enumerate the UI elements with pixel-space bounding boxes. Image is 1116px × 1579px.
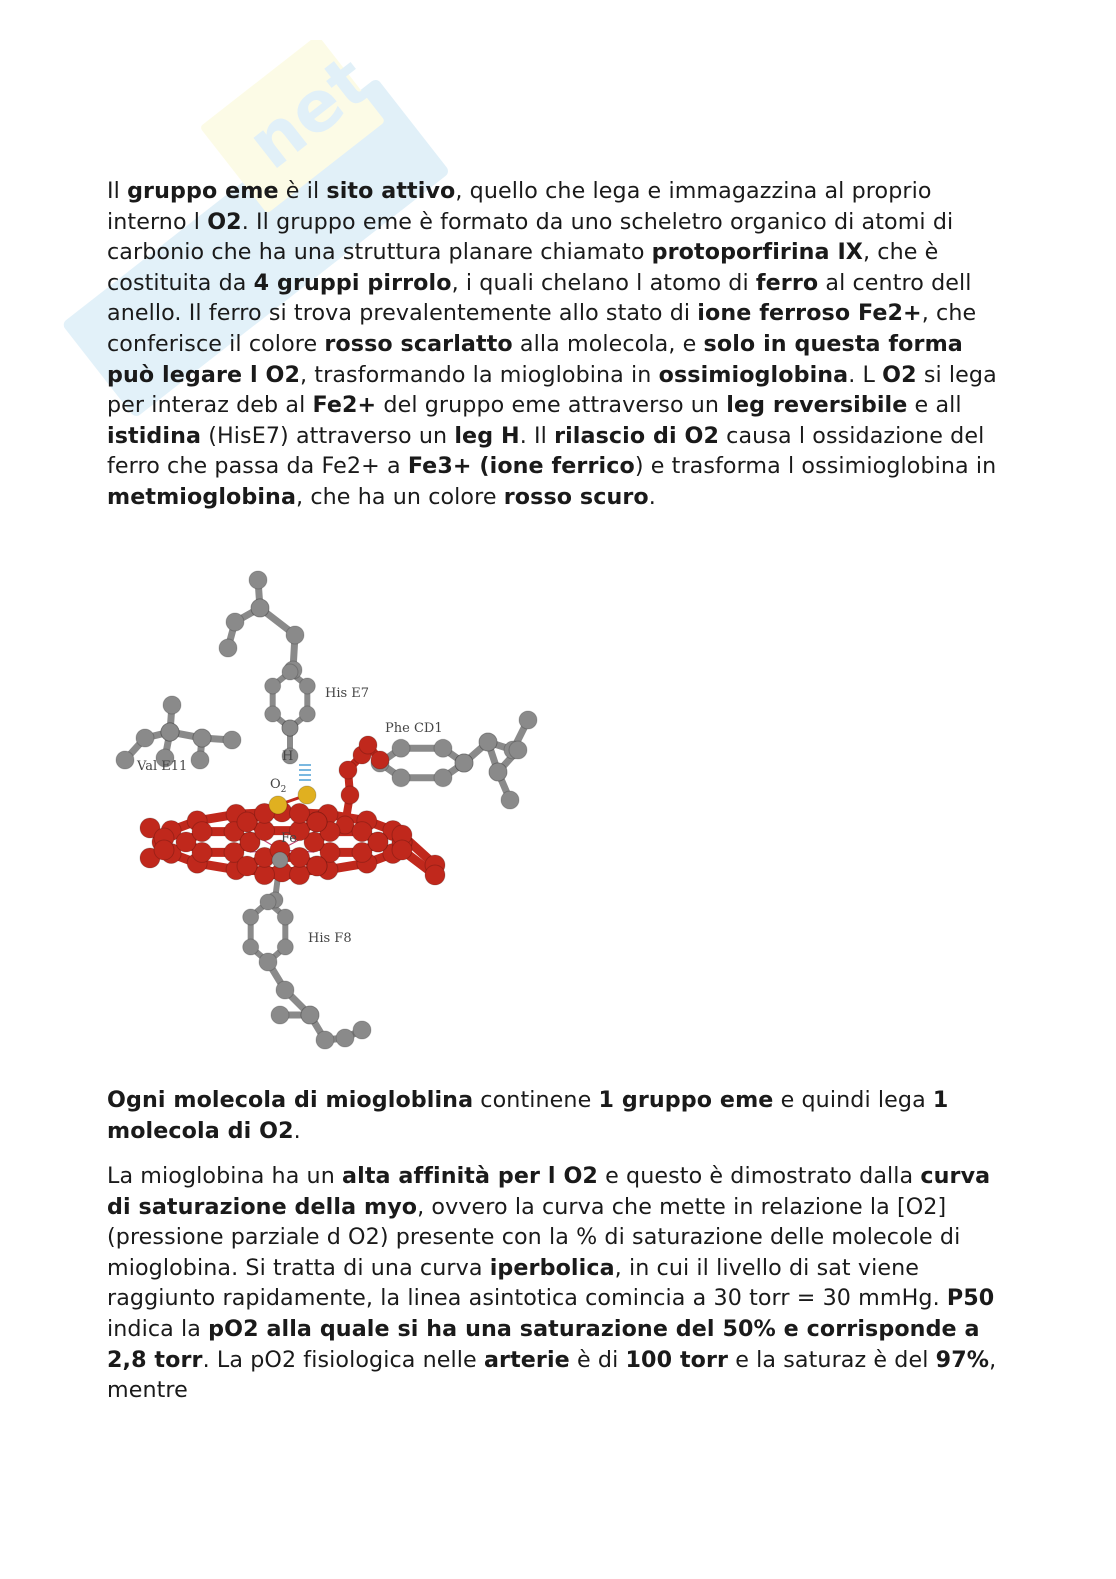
bold-term: 97% — [935, 1346, 990, 1373]
bold-term: gruppo eme — [127, 178, 279, 204]
text-run: e la saturaz è del — [728, 1346, 936, 1373]
text-run: Il — [107, 178, 128, 204]
carbon-atom — [519, 711, 537, 729]
carbon-atom — [301, 1006, 319, 1024]
carbon-atom — [509, 741, 527, 759]
heme-atom — [237, 856, 257, 876]
carbon-atom — [223, 731, 241, 749]
text-run: ) e trasforma l ossimioglobina in — [634, 453, 997, 480]
bold-term: O2 — [882, 361, 917, 388]
carbon-atom — [251, 599, 269, 617]
text-run: , che è costituita da — [107, 239, 939, 296]
text-run: (HisE7) attraverso un — [201, 422, 455, 449]
text-run: e questo è dimostrato dalla — [597, 1163, 921, 1189]
text-run: si lega per interaz deb al — [107, 361, 997, 419]
bold-term: arterie — [483, 1346, 570, 1373]
carbon-atom — [271, 1006, 289, 1024]
text-run: e all — [907, 392, 962, 419]
carbon-atom — [277, 909, 293, 925]
heme-atom — [425, 865, 445, 885]
text-run: al centro dell anello. Il ferro si trova prevalentemente allo stato di — [107, 269, 972, 327]
paragraph-saturation-curve — [107, 1161, 1007, 1406]
label-his-e7: His E7 — [325, 686, 370, 701]
bold-term: sito attivo — [326, 178, 456, 204]
carbon-atom — [392, 739, 410, 757]
bold-term: leg H — [454, 422, 520, 449]
bold-term: leg reversibile — [726, 392, 908, 419]
label-phe-cd1: Phe CD1 — [385, 721, 443, 736]
text-run: , ovvero la curva che mette in relazione la [O2] (pressione parziale d O2) presente con la % di saturazione delle molecole di mioglobina. Si tratta di una curva — [107, 1193, 961, 1281]
carbon-atom — [259, 953, 277, 971]
heme-atom — [154, 840, 174, 860]
bold-term: 100 torr — [625, 1346, 729, 1373]
heme-atom — [290, 803, 310, 823]
carbon-atom — [316, 1031, 334, 1049]
heme-atom — [290, 847, 310, 867]
carbon-atom — [282, 720, 298, 736]
text-run: , trasformando la mioglobina in — [300, 361, 659, 388]
text-run: . — [293, 1117, 301, 1144]
label-his-f8: His F8 — [308, 931, 352, 946]
carbon-atom — [272, 852, 288, 868]
text-run: , quello che lega e immagazzina al proprio interno l — [107, 178, 932, 235]
bold-term: O2 — [207, 208, 242, 235]
bold-term: 4 gruppi pirrolo — [253, 269, 452, 296]
bold-term: ione ferroso Fe2+ — [697, 300, 922, 327]
carbon-atom — [455, 754, 473, 772]
carbon-atom — [299, 706, 315, 722]
carbon-atom — [243, 909, 259, 925]
heme-atom — [368, 832, 388, 852]
text-run: è il — [278, 178, 327, 204]
text-run: del gruppo eme attraverso un — [376, 392, 727, 419]
paragraph-myoglobin-molecule — [107, 1085, 1007, 1146]
oxygen-atom — [298, 786, 316, 804]
label-fe: Fe — [281, 831, 298, 846]
bold-term: ossimioglobina — [658, 361, 849, 388]
bold-term: rosso scarlatto — [324, 330, 513, 357]
label-o2-main: O — [270, 777, 281, 792]
bold-term: ferro — [755, 269, 819, 296]
carbon-atom — [276, 981, 294, 999]
text-run: alla molecola, e — [512, 330, 704, 357]
heme-atom — [359, 736, 377, 754]
carbon-atom — [277, 939, 293, 955]
text-run: . La pO2 fisiologica nelle — [202, 1346, 484, 1373]
heme-atom — [371, 751, 389, 769]
carbon-atom — [193, 729, 211, 747]
bold-term: pO2 alla quale si ha una saturazione del 50% e corrisponde a 2,8 torr — [107, 1315, 980, 1373]
bold-term: iperbolica — [489, 1254, 615, 1281]
watermark-text: net — [232, 40, 386, 186]
text-run: causa l ossidazione del ferro che passa da Fe2+ a — [107, 422, 985, 480]
text-run: , mentre — [107, 1346, 997, 1404]
paragraph-heme-description — [107, 176, 1007, 513]
bold-term: istidina — [107, 422, 202, 449]
carbon-atom — [501, 791, 519, 809]
heme-atom — [192, 822, 212, 842]
carbon-atom — [282, 664, 298, 680]
label-o2 — [270, 777, 286, 795]
bold-term: rosso scuro — [503, 483, 649, 510]
heme-atom — [392, 840, 412, 860]
bold-term: rilascio di O2 — [554, 422, 720, 449]
bold-term: 1 gruppo eme — [598, 1087, 774, 1113]
bold-term: P50 — [946, 1285, 995, 1312]
carbon-atom — [286, 626, 304, 644]
bold-term: metmioglobina — [107, 483, 297, 510]
oxygen-atom — [269, 796, 287, 814]
carbon-atom — [336, 1029, 354, 1047]
text-run: , che conferisce il colore — [107, 300, 977, 357]
text-run: . Il gruppo eme è formato da uno scheletro organico di atomi di carbonio che ha una struttura planare chiamato — [107, 208, 954, 266]
carbon-atom — [260, 894, 276, 910]
carbon-atom — [299, 678, 315, 694]
heme-atom — [307, 812, 327, 832]
bold-term: curva di saturazione della myo — [107, 1163, 991, 1220]
text-run: è di — [569, 1346, 626, 1373]
carbon-atom — [489, 763, 507, 781]
carbon-atom — [243, 939, 259, 955]
text-run: . — [648, 483, 656, 510]
carbon-atom — [226, 613, 244, 631]
carbon-atom — [136, 729, 154, 747]
heme-atom — [307, 856, 327, 876]
label-h: H — [282, 749, 294, 764]
text-run: e quindi lega — [773, 1087, 933, 1113]
text-run: . L — [848, 361, 883, 388]
carbon-atom — [191, 751, 209, 769]
bold-term: 1 molecola di O2 — [107, 1087, 949, 1144]
carbon-atom — [353, 1021, 371, 1039]
carbon-atom — [163, 696, 181, 714]
carbon-atom — [392, 769, 410, 787]
carbon-atom — [219, 639, 237, 657]
text-run: continene — [473, 1087, 599, 1113]
carbon-atom — [265, 678, 281, 694]
carbon-atom — [434, 739, 452, 757]
hydrogen-bond-marker — [299, 765, 311, 780]
text-run: . Il — [519, 422, 555, 449]
text-run: La mioglobina ha un — [107, 1163, 343, 1189]
text-run: indica la — [107, 1315, 209, 1342]
text-run: , i quali chelano l atomo di — [451, 269, 756, 296]
carbon-atom — [161, 723, 179, 741]
label-o2-subscript: 2 — [280, 785, 287, 795]
myoglobin-heme-site-figure — [100, 560, 560, 1060]
bold-term: Ogni molecola di miogloblina — [107, 1087, 474, 1113]
heme-atom — [341, 786, 359, 804]
bold-term: Fe2+ — [312, 392, 377, 419]
carbon-atom — [434, 769, 452, 787]
text-run: , che ha un colore — [296, 483, 504, 510]
carbon-atom — [249, 571, 267, 589]
carbon-atom — [479, 733, 497, 751]
carbon-atom — [116, 751, 134, 769]
heme-atom — [237, 812, 257, 832]
bold-term: Fe3+ (ione ferrico — [407, 453, 635, 480]
label-val-e11: Val E11 — [137, 759, 188, 774]
bold-term: protoporfirina IX — [651, 239, 863, 266]
heme-atom — [339, 761, 357, 779]
text-run: , in cui il livello di sat viene raggiunto rapidamente, la linea asintotica comincia a 30 torr = 30 mmHg. — [107, 1254, 947, 1312]
bold-term: solo in questa forma può legare l O2 — [107, 330, 963, 388]
carbon-atom — [265, 706, 281, 722]
bold-term: alta affinità per l O2 — [342, 1163, 598, 1189]
